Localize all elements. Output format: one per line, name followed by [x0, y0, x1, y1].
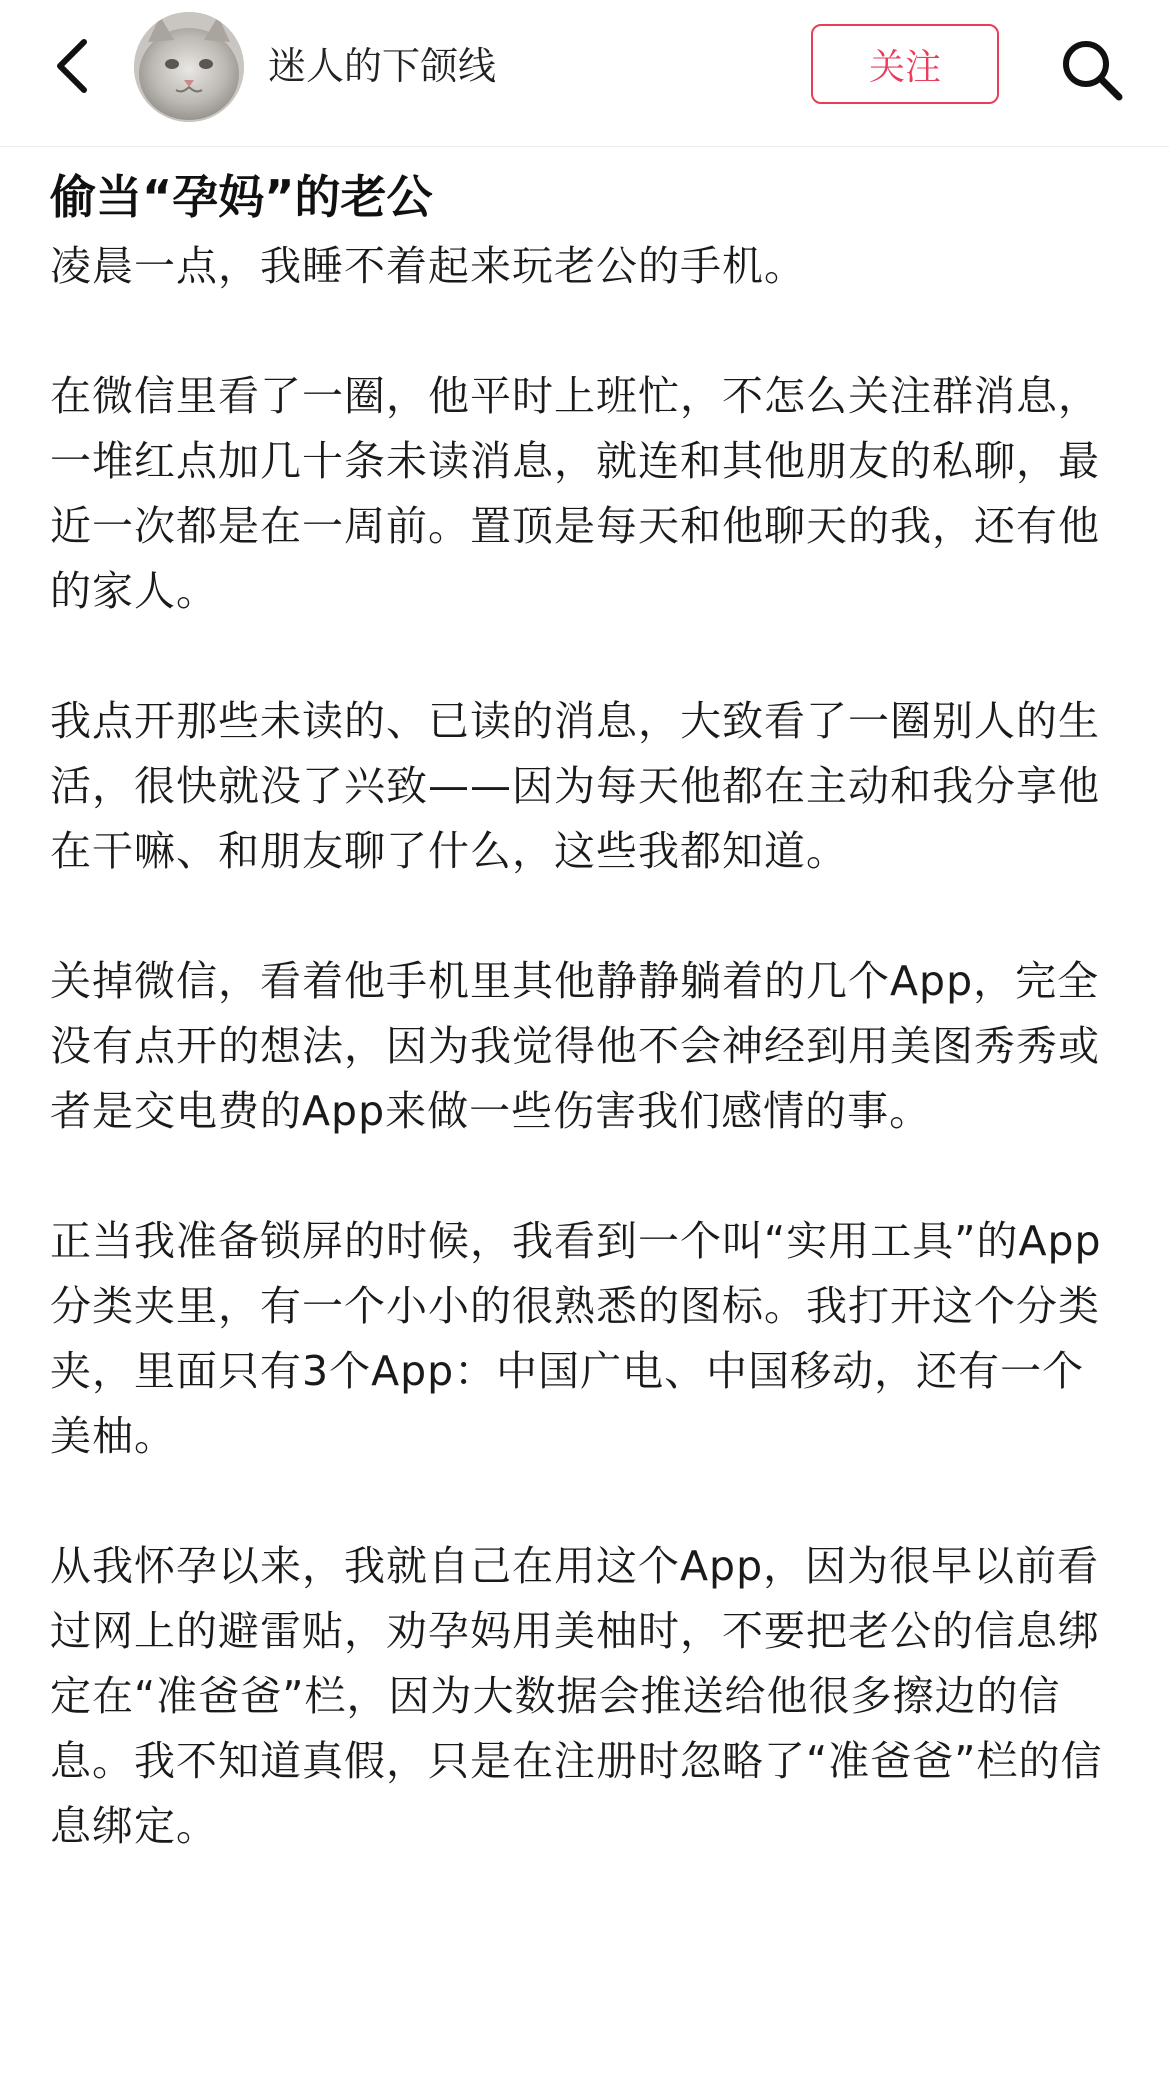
article-body: [50, 160, 1125, 1924]
search-button[interactable]: [1050, 28, 1134, 112]
article-paragraph-4: 关掉微信，看着他手机里其他静静躺着的几个App，完全没有点开的想法，因为我觉得他不会神经到用美图秀秀或者是交电费的App来做一些伤害我们感情的事。: [50, 957, 1100, 1135]
article-title: 偷当“孕妈”的老公: [50, 170, 433, 224]
article-paragraph-1: 凌晨一点，我睡不着起来玩老公的手机。: [50, 242, 806, 290]
follow-button[interactable]: 关注: [811, 24, 999, 104]
article-paragraph-5: 正当我准备锁屏的时候，我看到一个叫“实用工具”的App分类夹里，有一个小小的很熟悉的图标。我打开这个分类夹，里面只有3个App：中国广电、中国移动，还有一个美柚。: [50, 1217, 1102, 1460]
author-name[interactable]: 迷人的下颌线: [268, 44, 497, 88]
article-paragraph-3: 我点开那些未读的、已读的消息，大致看了一圈别人的生活，很快就没了兴致——因为每天他都在主动和我分享他在干嘛、和朋友聊了什么，这些我都知道。: [50, 697, 1100, 875]
article-paragraph-2: 在微信里看了一圈，他平时上班忙，不怎么关注群消息，一堆红点加几十条未读消息，就连和其他朋友的私聊，最近一次都是在一周前。置顶是每天和他聊天的我，还有他的家人。: [50, 372, 1100, 615]
search-icon: [1059, 37, 1125, 103]
chevron-left-icon: [52, 36, 92, 96]
article-paragraph-6: 从我怀孕以来，我就自己在用这个App，因为很早以前看过网上的避雷贴，劝孕妈用美柚时，不要把老公的信息绑定在“准爸爸”栏，因为大数据会推送给他很多擦边的信息。我不知道真假，只是在注册时忽略了“准爸爸”栏的信息绑定。: [50, 1542, 1103, 1850]
top-bar: [0, 0, 1169, 147]
avatar[interactable]: [134, 12, 244, 122]
back-button[interactable]: [40, 28, 104, 104]
cat-avatar-image: [134, 12, 244, 122]
